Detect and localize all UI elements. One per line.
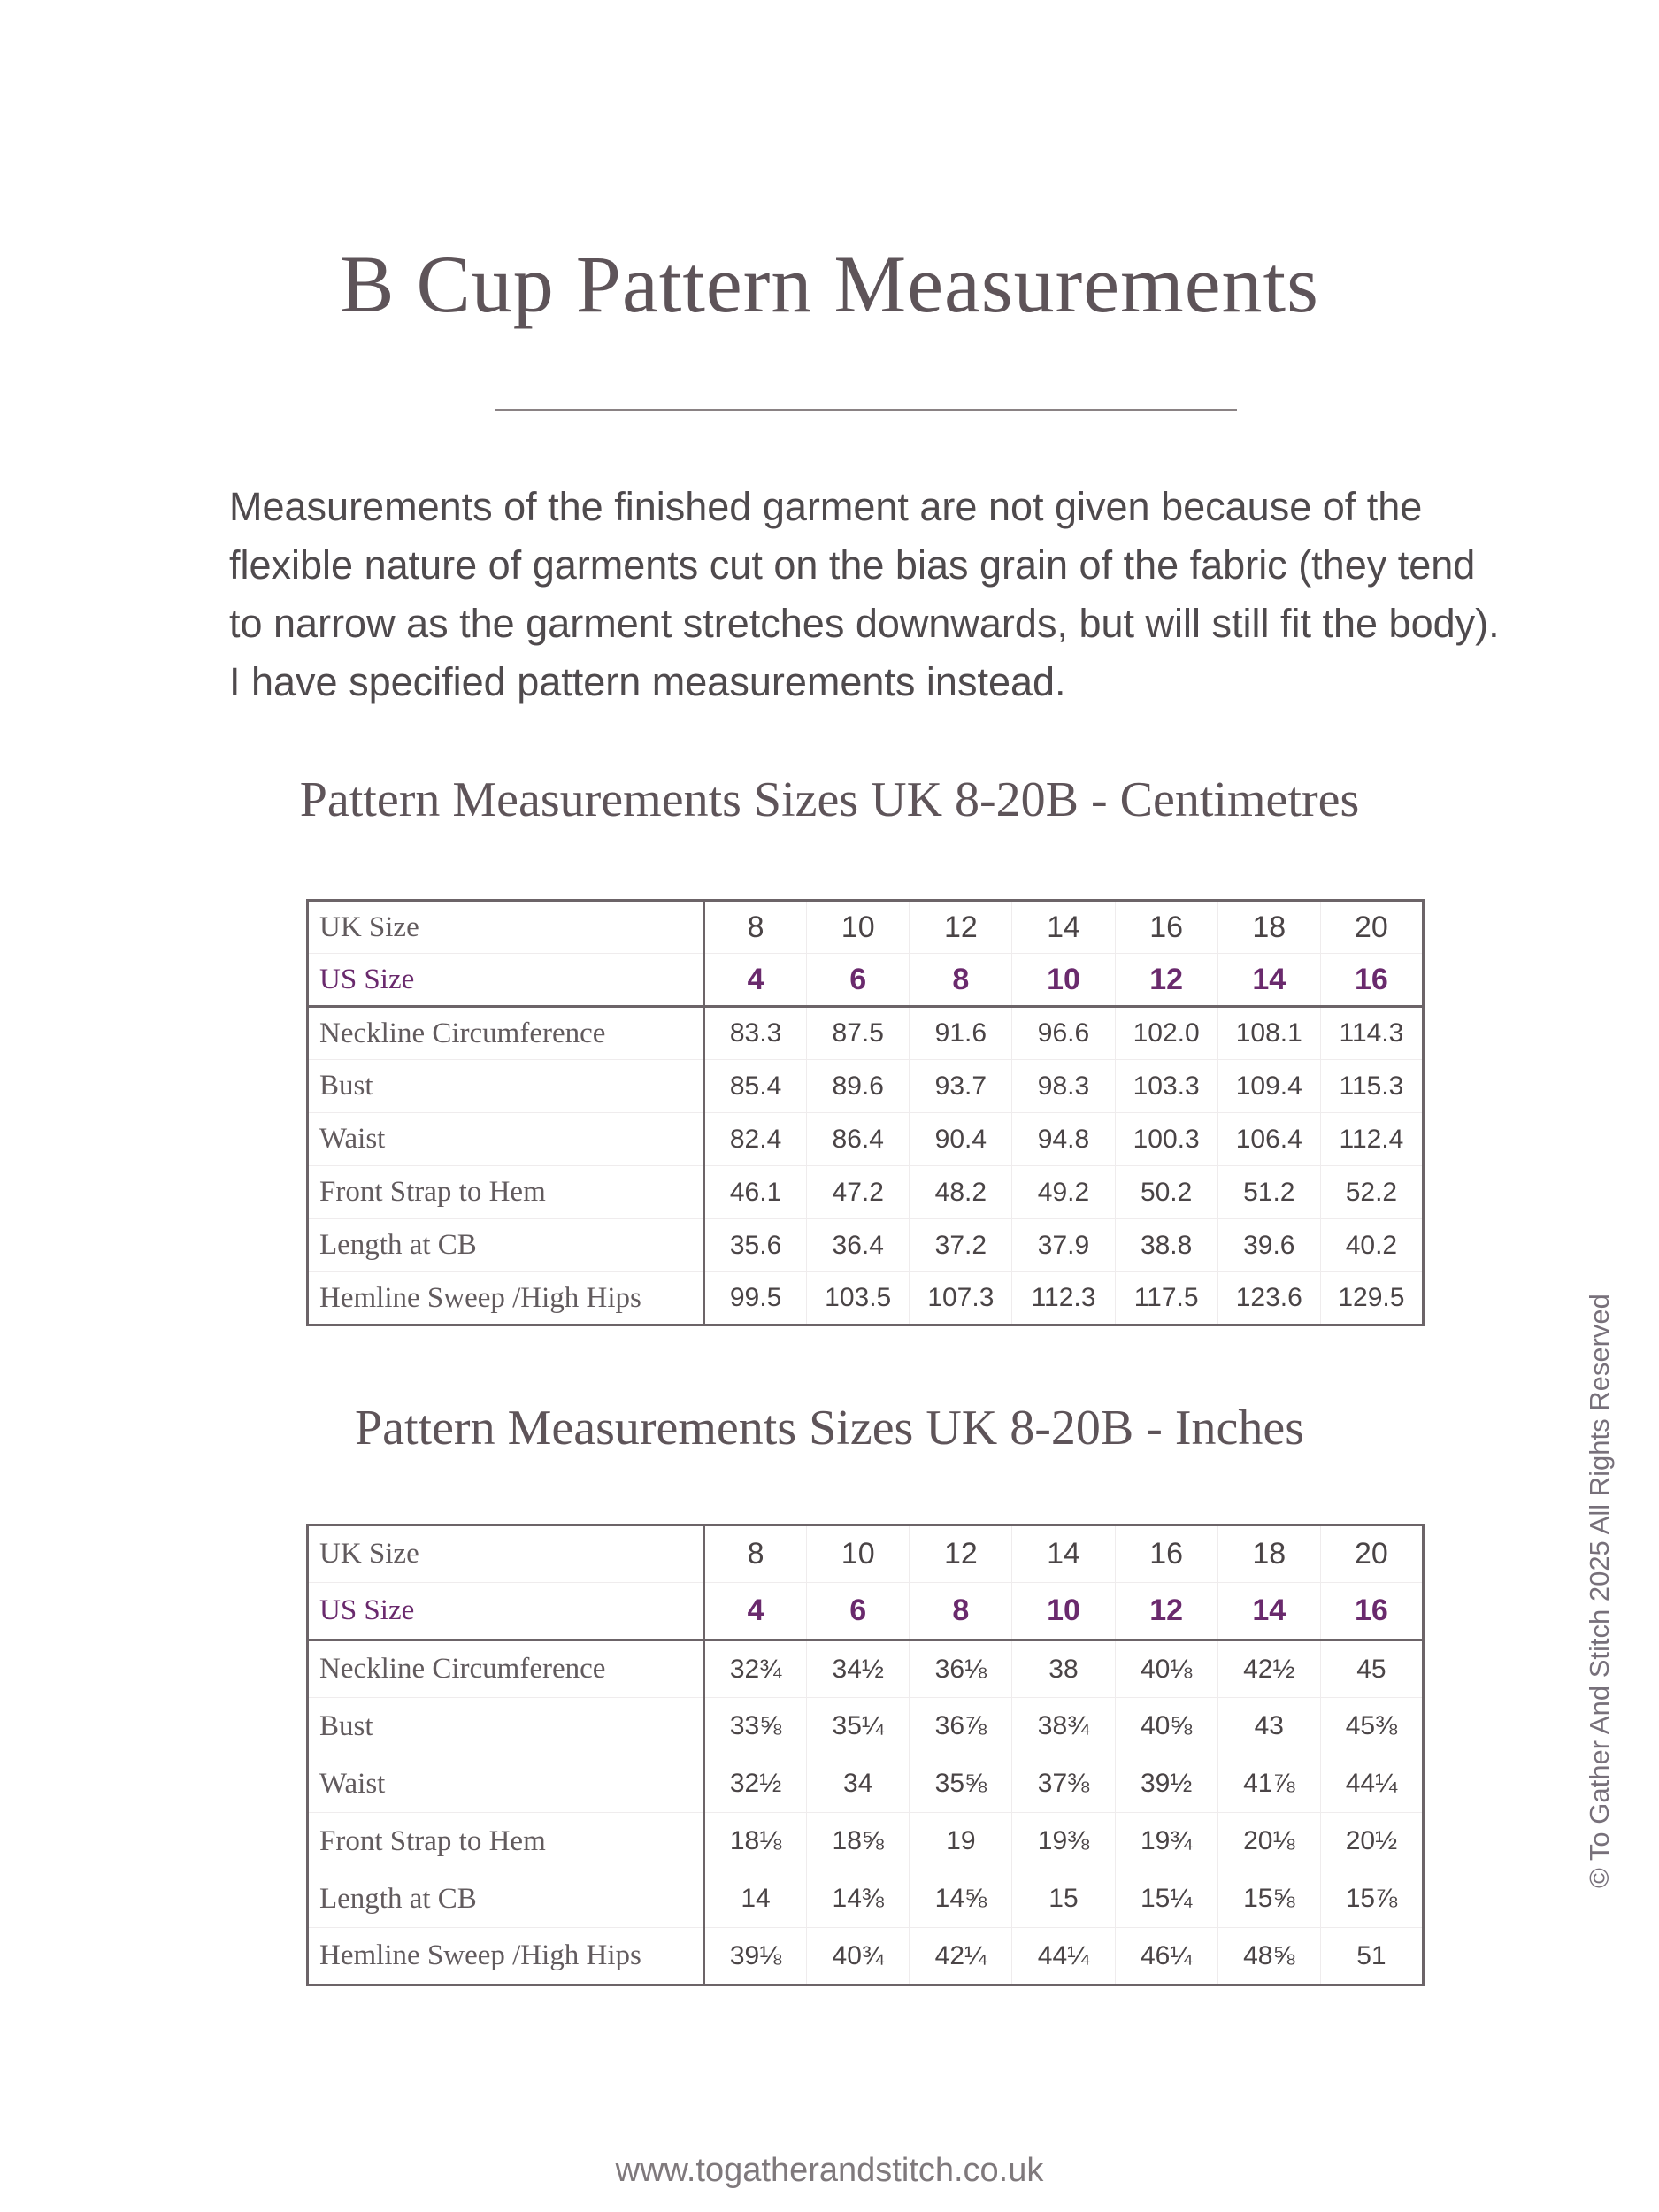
value-cell: 99.5 [704, 1272, 807, 1325]
value-cell: 115.3 [1320, 1060, 1423, 1113]
value-cell: 109.4 [1217, 1060, 1320, 1113]
value-cell: 37.9 [1012, 1219, 1115, 1272]
value-cell: 36⅛ [910, 1640, 1012, 1698]
table-row [308, 1928, 1424, 1985]
row-label: Bust [308, 1698, 704, 1755]
us-size-row [308, 954, 1424, 1007]
table-row [308, 1060, 1424, 1113]
row-label: UK Size [308, 1525, 704, 1583]
us-size-cell: 10 [1012, 1583, 1115, 1640]
us-size-row [308, 1583, 1424, 1640]
row-label: Front Strap to Hem [308, 1813, 704, 1870]
value-cell: 37⅜ [1012, 1755, 1115, 1813]
value-cell: 87.5 [807, 1007, 910, 1060]
value-cell: 93.7 [910, 1060, 1012, 1113]
value-cell: 18⅛ [704, 1813, 807, 1870]
value-cell: 48⅝ [1217, 1928, 1320, 1985]
value-cell: 44¼ [1012, 1928, 1115, 1985]
us-size-cell: 14 [1217, 954, 1320, 1007]
value-cell: 48.2 [910, 1166, 1012, 1219]
inches-measurements-table [306, 1524, 1425, 1986]
value-cell: 34½ [807, 1640, 910, 1698]
value-cell: 45⅜ [1320, 1698, 1423, 1755]
table-row [308, 1640, 1424, 1698]
row-label: Waist [308, 1755, 704, 1813]
value-cell: 123.6 [1217, 1272, 1320, 1325]
centimetres-section-title: Pattern Measurements Sizes UK 8-20B - Centimetres [299, 772, 1360, 827]
value-cell: 96.6 [1012, 1007, 1115, 1060]
table-row [308, 1813, 1424, 1870]
value-cell: 42¼ [910, 1928, 1012, 1985]
uk-size-row [308, 901, 1424, 954]
value-cell: 38 [1012, 1640, 1115, 1698]
value-cell: 83.3 [704, 1007, 807, 1060]
value-cell: 47.2 [807, 1166, 910, 1219]
uk-size-cell: 20 [1320, 901, 1423, 954]
us-size-cell: 12 [1115, 1583, 1217, 1640]
value-cell: 34 [807, 1755, 910, 1813]
value-cell: 14⅜ [807, 1870, 910, 1928]
uk-size-cell: 14 [1012, 1525, 1115, 1583]
value-cell: 112.3 [1012, 1272, 1115, 1325]
row-label: Front Strap to Hem [308, 1166, 704, 1219]
value-cell: 15⅝ [1217, 1870, 1320, 1928]
uk-size-row [308, 1525, 1424, 1583]
table-row [308, 1219, 1424, 1272]
us-size-cell: 6 [807, 954, 910, 1007]
value-cell: 98.3 [1012, 1060, 1115, 1113]
value-cell: 103.3 [1115, 1060, 1217, 1113]
value-cell: 38.8 [1115, 1219, 1217, 1272]
uk-size-cell: 12 [910, 1525, 1012, 1583]
uk-size-cell: 12 [910, 901, 1012, 954]
table-row [308, 1007, 1424, 1060]
uk-size-cell: 16 [1115, 901, 1217, 954]
value-cell: 40⅛ [1115, 1640, 1217, 1698]
uk-size-cell: 8 [704, 1525, 807, 1583]
value-cell: 117.5 [1115, 1272, 1217, 1325]
row-label: Waist [308, 1113, 704, 1166]
value-cell: 32¾ [704, 1640, 807, 1698]
us-size-cell: 6 [807, 1583, 910, 1640]
value-cell: 129.5 [1320, 1272, 1423, 1325]
uk-size-cell: 10 [807, 901, 910, 954]
us-size-cell: 16 [1320, 954, 1423, 1007]
value-cell: 108.1 [1217, 1007, 1320, 1060]
value-cell: 42½ [1217, 1640, 1320, 1698]
value-cell: 19⅜ [1012, 1813, 1115, 1870]
value-cell: 15 [1012, 1870, 1115, 1928]
value-cell: 44¼ [1320, 1755, 1423, 1813]
value-cell: 36⅞ [910, 1698, 1012, 1755]
row-label: US Size [308, 954, 704, 1007]
value-cell: 20⅛ [1217, 1813, 1320, 1870]
value-cell: 85.4 [704, 1060, 807, 1113]
value-cell: 40.2 [1320, 1219, 1423, 1272]
value-cell: 15⅞ [1320, 1870, 1423, 1928]
value-cell: 50.2 [1115, 1166, 1217, 1219]
row-label: UK Size [308, 901, 704, 954]
row-label: Neckline Circumference [308, 1640, 704, 1698]
value-cell: 18⅝ [807, 1813, 910, 1870]
value-cell: 102.0 [1115, 1007, 1217, 1060]
us-size-cell: 10 [1012, 954, 1115, 1007]
value-cell: 45 [1320, 1640, 1423, 1698]
table-row [308, 1166, 1424, 1219]
inches-section-title: Pattern Measurements Sizes UK 8-20B - Inches [354, 1401, 1305, 1455]
value-cell: 20½ [1320, 1813, 1423, 1870]
table-row [308, 1272, 1424, 1325]
value-cell: 41⅞ [1217, 1755, 1320, 1813]
value-cell: 106.4 [1217, 1113, 1320, 1166]
row-label: Hemline Sweep /High Hips [308, 1272, 704, 1325]
value-cell: 38¾ [1012, 1698, 1115, 1755]
value-cell: 39⅛ [704, 1928, 807, 1985]
centimetres-measurements-table [306, 899, 1425, 1326]
row-label: Neckline Circumference [308, 1007, 704, 1060]
uk-size-cell: 14 [1012, 901, 1115, 954]
value-cell: 90.4 [910, 1113, 1012, 1166]
value-cell: 19¾ [1115, 1813, 1217, 1870]
value-cell: 103.5 [807, 1272, 910, 1325]
value-cell: 107.3 [910, 1272, 1012, 1325]
row-label: Length at CB [308, 1219, 704, 1272]
value-cell: 32½ [704, 1755, 807, 1813]
value-cell: 19 [910, 1813, 1012, 1870]
value-cell: 46¼ [1115, 1928, 1217, 1985]
table-row [308, 1755, 1424, 1813]
value-cell: 33⅝ [704, 1698, 807, 1755]
value-cell: 51 [1320, 1928, 1423, 1985]
value-cell: 100.3 [1115, 1113, 1217, 1166]
value-cell: 114.3 [1320, 1007, 1423, 1060]
value-cell: 91.6 [910, 1007, 1012, 1060]
value-cell: 14 [704, 1870, 807, 1928]
value-cell: 43 [1217, 1698, 1320, 1755]
value-cell: 36.4 [807, 1219, 910, 1272]
value-cell: 89.6 [807, 1060, 910, 1113]
footer-website-link[interactable]: www.togatherandstitch.co.uk [615, 2152, 1044, 2189]
us-size-cell: 8 [910, 1583, 1012, 1640]
value-cell: 37.2 [910, 1219, 1012, 1272]
us-size-cell: 4 [704, 954, 807, 1007]
uk-size-cell: 10 [807, 1525, 910, 1583]
uk-size-cell: 8 [704, 901, 807, 954]
value-cell: 39.6 [1217, 1219, 1320, 1272]
row-label: Hemline Sweep /High Hips [308, 1928, 704, 1985]
value-cell: 82.4 [704, 1113, 807, 1166]
us-size-cell: 14 [1217, 1583, 1320, 1640]
uk-size-cell: 18 [1217, 1525, 1320, 1583]
table-row [308, 1870, 1424, 1928]
value-cell: 46.1 [704, 1166, 807, 1219]
us-size-cell: 4 [704, 1583, 807, 1640]
us-size-cell: 12 [1115, 954, 1217, 1007]
us-size-cell: 8 [910, 954, 1012, 1007]
uk-size-cell: 16 [1115, 1525, 1217, 1583]
row-label: Bust [308, 1060, 704, 1113]
value-cell: 35¼ [807, 1698, 910, 1755]
title-divider [495, 409, 1237, 411]
value-cell: 112.4 [1320, 1113, 1423, 1166]
value-cell: 86.4 [807, 1113, 910, 1166]
copyright-text: © To Gather And Stitch 2025 All Rights Reserved [1584, 1294, 1615, 1888]
value-cell: 49.2 [1012, 1166, 1115, 1219]
value-cell: 40⅝ [1115, 1698, 1217, 1755]
table-row [308, 1698, 1424, 1755]
value-cell: 14⅝ [910, 1870, 1012, 1928]
value-cell: 94.8 [1012, 1113, 1115, 1166]
value-cell: 35⅝ [910, 1755, 1012, 1813]
value-cell: 39½ [1115, 1755, 1217, 1813]
uk-size-cell: 18 [1217, 901, 1320, 954]
table-row [308, 1113, 1424, 1166]
uk-size-cell: 20 [1320, 1525, 1423, 1583]
value-cell: 15¼ [1115, 1870, 1217, 1928]
value-cell: 51.2 [1217, 1166, 1320, 1219]
value-cell: 35.6 [704, 1219, 807, 1272]
intro-paragraph: Measurements of the finished garment are not given because of the flexible nature of garments cut on the bias grain of the fabric (they tend to narrow as the garment stretches downwards, but will still fit the body). I have specified pattern measurements instead. [229, 484, 1500, 704]
page-title: B Cup Pattern Measurements [340, 239, 1319, 329]
row-label: US Size [308, 1583, 704, 1640]
value-cell: 52.2 [1320, 1166, 1423, 1219]
row-label: Length at CB [308, 1870, 704, 1928]
us-size-cell: 16 [1320, 1583, 1423, 1640]
value-cell: 40¾ [807, 1928, 910, 1985]
